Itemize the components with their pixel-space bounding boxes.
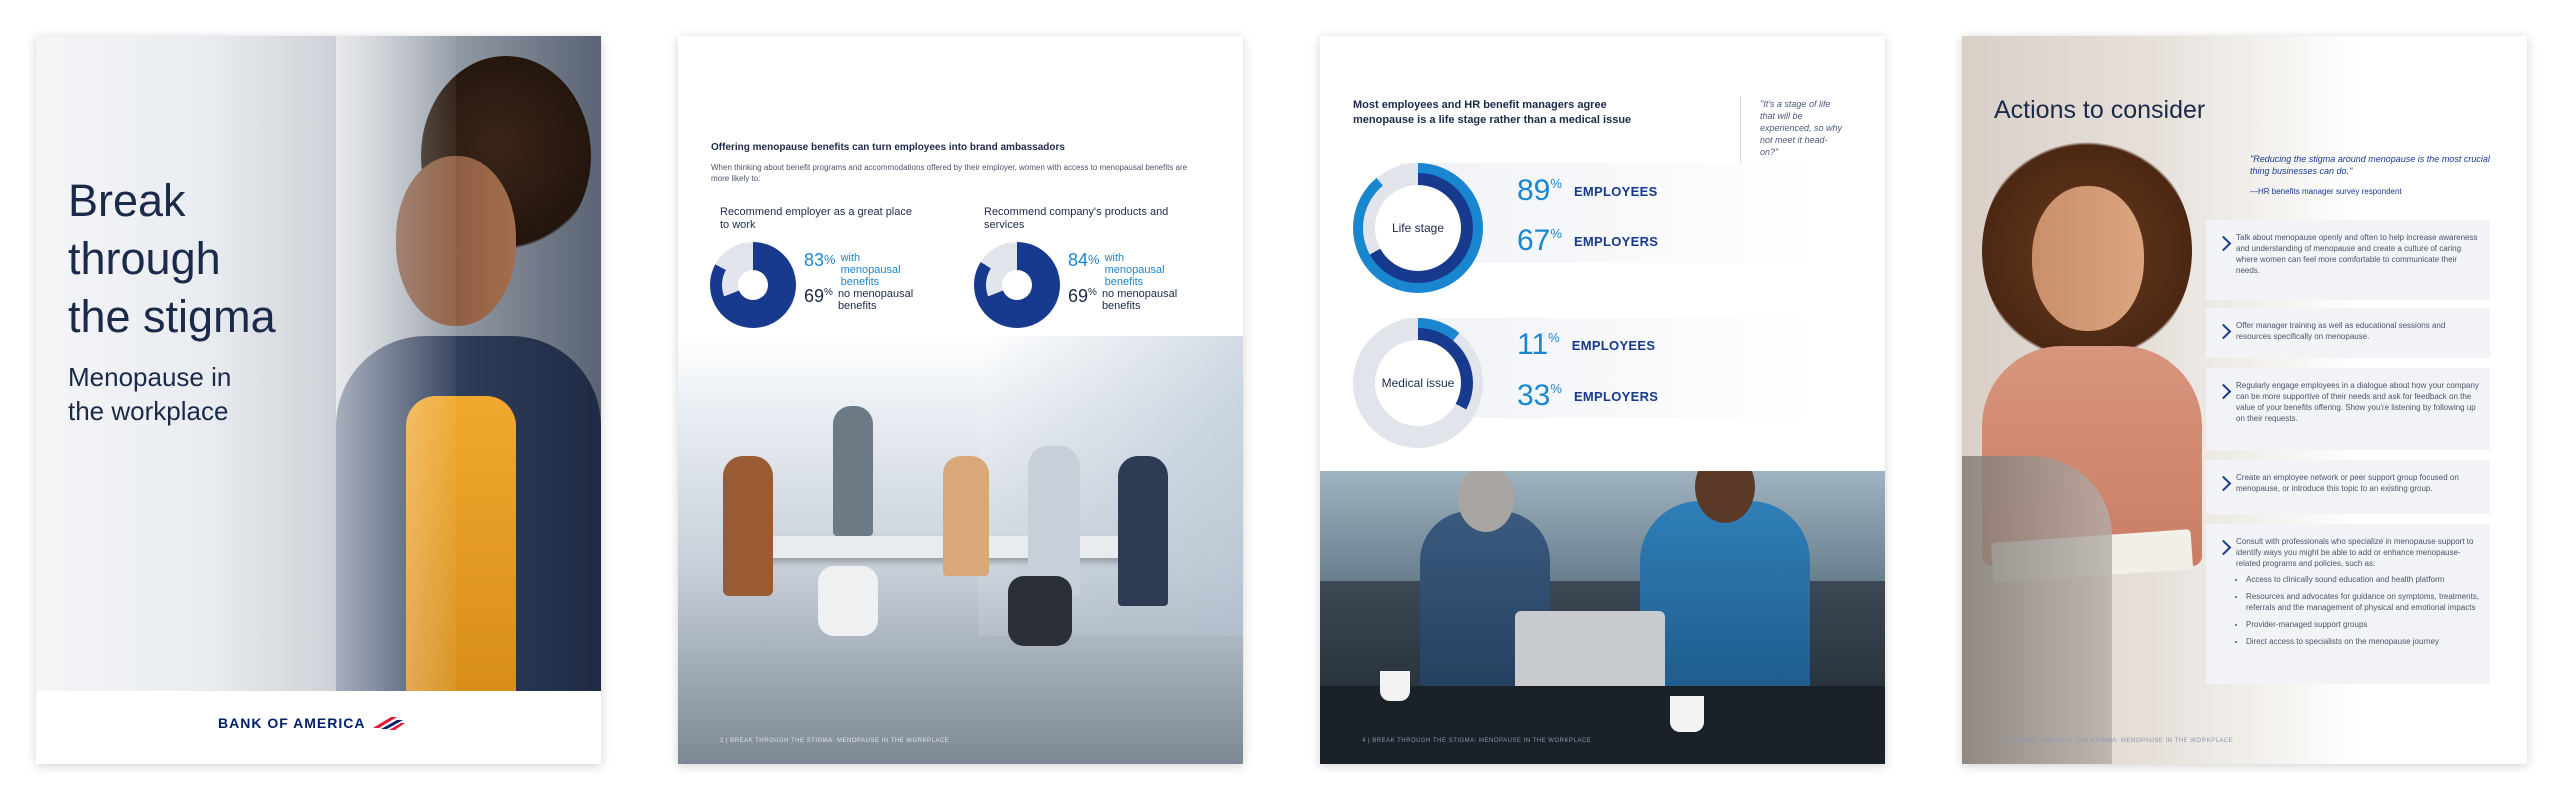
- side-quote: "It's a stage of life that will be experienced, so why not meet it head-on?": [1760, 99, 1843, 157]
- title-line: the stigma: [68, 291, 276, 342]
- action-text: Talk about menopause openly and often to help increase awareness and understanding of menopause and create a culture of caring where women can feel more comfortable to communicate their needs.: [2236, 233, 2478, 275]
- list-item: • Direct access to specialists on the menopause journey: [2246, 636, 2482, 647]
- action-text: Offer manager training as well as educational sessions and resources specifically on menopause.: [2236, 321, 2446, 341]
- cover-subtitle: [68, 360, 231, 428]
- stat-row: 67% EMPLOYERS: [1517, 224, 1659, 257]
- action-text: Consult with professionals who specialize in menopause support to identify ways you might be able to add or enhance menopause-related programs and policies, such as:: [2236, 537, 2474, 568]
- person: [723, 456, 773, 596]
- action-card: [2206, 308, 2490, 358]
- quote-attribution: —HR benefits manager survey respondent: [2250, 187, 2402, 196]
- medical-issue-donut: [1353, 318, 1483, 448]
- action-card: [2206, 220, 2490, 300]
- stat-with: 84% with menopausal benefits: [1068, 250, 1185, 288]
- benefit-donut-products: [974, 242, 1060, 328]
- stat-value: 69: [1068, 286, 1089, 306]
- stat-label: with menopausal benefits: [1104, 252, 1165, 288]
- cover-title: [68, 172, 276, 346]
- page-heading: Most employees and HR benefit managers agree menopause is a life stage rather than a medical issue: [1353, 99, 1632, 126]
- stat-value: 11: [1517, 328, 1549, 361]
- stat-label: EMPLOYERS: [1573, 388, 1659, 404]
- list-item: • Provider-managed support groups: [2246, 619, 2482, 630]
- action-card: [2206, 368, 2490, 450]
- action-text: Regularly engage employees in a dialogue about how your company can be more supportive of their needs and ask for feedback on the value of your benefits offering. Show you're listening by following up on their requests.: [2236, 381, 2479, 423]
- stat-label: with menopausal benefits: [840, 252, 901, 288]
- stat-block-employer: [720, 206, 960, 312]
- chevron-right-icon: [2216, 540, 2232, 556]
- benefit-donut-employer: [710, 242, 796, 328]
- chevron-right-icon: [2216, 476, 2232, 492]
- meeting-photo: [678, 336, 1243, 764]
- stat-with: 83% with menopausal benefits: [804, 250, 921, 288]
- page-title: Actions to consider: [1994, 96, 2206, 124]
- stat-value: 33: [1517, 379, 1551, 412]
- person: [943, 456, 989, 576]
- actions-page: [1962, 36, 2527, 764]
- person-face: [2032, 186, 2144, 331]
- cover-page: [36, 36, 601, 764]
- logo-text: BANK OF AMERICA: [218, 715, 366, 731]
- laptop: [1515, 611, 1665, 691]
- action-card: [2206, 524, 2490, 684]
- stat-label: no menopausal benefits: [837, 288, 914, 312]
- title-line: Break: [68, 175, 186, 226]
- title-line: through: [68, 233, 221, 284]
- list-item: • Access to clinically sound education and health platform: [2246, 574, 2482, 585]
- page-intro: When thinking about benefit programs and accommodations offered by their employer, women with access to menopausal benefits are more likely to:: [711, 163, 1188, 183]
- office-photo: [1320, 471, 1885, 764]
- coffee-cup: [1380, 671, 1410, 701]
- list-item: • Resources and advocates for guidance on symptoms, treatments, referrals and the management of physical and emotional impacts: [2246, 591, 2482, 613]
- person: [833, 406, 873, 536]
- stat-label: EMPLOYEES: [1573, 183, 1658, 199]
- stat-block-products: [984, 206, 1224, 312]
- page-footer: 2 | BREAK THROUGH THE STIGMA: MENOPAUSE IN THE WORKPLACE: [720, 738, 950, 744]
- glass-reflection: [336, 36, 456, 691]
- flag-icon: [371, 714, 405, 732]
- benefits-page: [678, 36, 1243, 764]
- stat-value: 83: [804, 250, 825, 270]
- stat-without: 69% no menopausal benefits: [804, 286, 918, 312]
- subtitle-line: the workplace: [68, 396, 229, 426]
- ring-label: Life stage: [1375, 185, 1461, 271]
- life-stage-donut: [1353, 163, 1483, 293]
- person: [1028, 446, 1080, 596]
- stat-without: 69% no menopausal benefits: [1068, 286, 1182, 312]
- stat-label: EMPLOYERS: [1573, 233, 1659, 249]
- stat-row: 11% EMPLOYEES: [1517, 328, 1656, 361]
- chair: [1008, 576, 1072, 646]
- page-footer: 6 | BREAK THROUGH THE STIGMA: MENOPAUSE IN THE WORKPLACE: [2004, 738, 2234, 744]
- page-footer: 4 | BREAK THROUGH THE STIGMA: MENOPAUSE IN THE WORKPLACE: [1362, 738, 1592, 744]
- stat-value: 69: [804, 286, 825, 306]
- stat-row: 33% EMPLOYERS: [1517, 379, 1659, 412]
- person: [1118, 456, 1168, 606]
- logo: [218, 714, 405, 732]
- foreground-blur: [1962, 456, 2112, 764]
- action-card: [2206, 460, 2490, 514]
- chair: [818, 566, 878, 636]
- bullet-list: [2236, 574, 2482, 647]
- stat-value: 67: [1517, 224, 1551, 257]
- coffee-cup: [1670, 696, 1704, 732]
- stat-label: no menopausal benefits: [1101, 288, 1178, 312]
- subtitle-line: Menopause in: [68, 362, 232, 392]
- chevron-right-icon: [2216, 384, 2232, 400]
- block-title: Recommend company's products and services: [984, 206, 1169, 231]
- page-heading: Offering menopause benefits can turn employees into brand ambassadors: [711, 142, 1065, 153]
- stat-label: EMPLOYEES: [1571, 337, 1656, 353]
- action-text: Create an employee network or peer support group focused on menopause, or introduce this topic to an existing group.: [2236, 473, 2459, 493]
- chevron-right-icon: [2216, 236, 2232, 252]
- block-title: Recommend employer as a great place to work: [720, 206, 912, 231]
- ring-label: Medical issue: [1375, 340, 1461, 426]
- chevron-right-icon: [2216, 324, 2232, 340]
- person: [1640, 501, 1810, 701]
- stat-row: 89% EMPLOYEES: [1517, 174, 1658, 207]
- stat-value: 84: [1068, 250, 1089, 270]
- stat-value: 89: [1517, 174, 1551, 207]
- life-stage-page: [1320, 36, 1885, 764]
- quote: "Reducing the stigma around menopause is the most crucial thing businesses can do.": [2250, 154, 2490, 176]
